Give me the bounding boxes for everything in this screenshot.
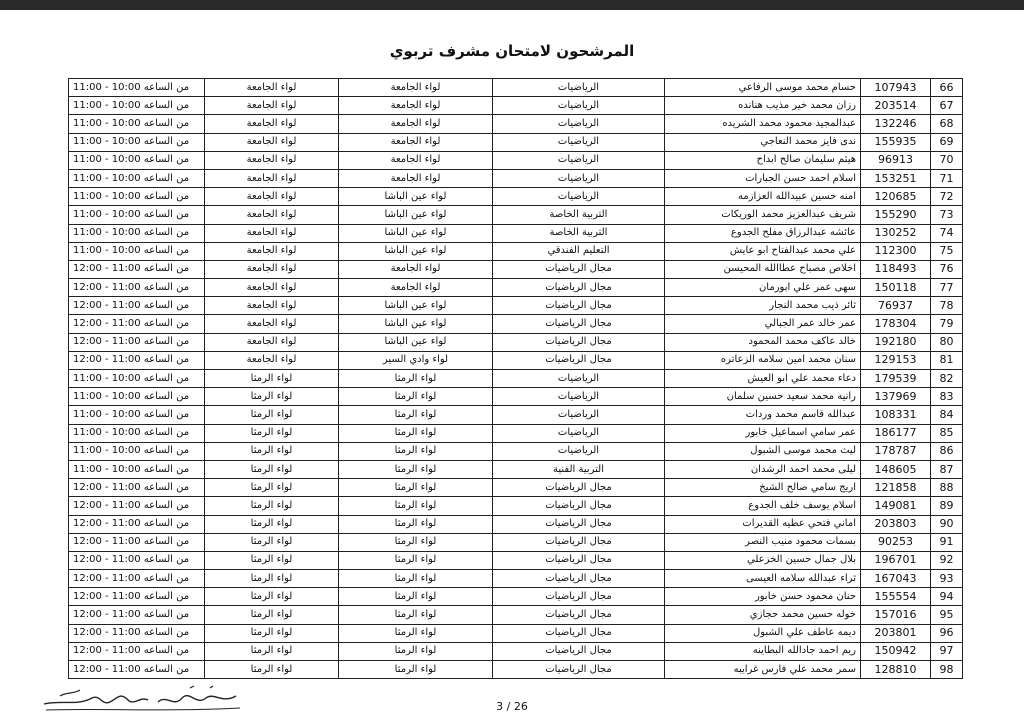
exam-time: من الساعه 11:00 - 12:00 [69,479,205,497]
table-row [69,224,963,242]
exam-time: من الساعه 10:00 - 11:00 [69,388,205,406]
candidate-name: ندى فايز محمد النعاجي [665,133,861,151]
candidate-name: بلال جمال حسين الخزعلي [665,551,861,569]
directorate: لواء الرمثا [339,406,493,424]
candidate-name: شريف عبدالعزيز محمد الوريكات [665,206,861,224]
candidate-id: 155935 [861,133,931,151]
candidate-id: 149081 [861,497,931,515]
table-row [69,351,963,369]
candidate-id: 203801 [861,624,931,642]
specialization: مجال الرياضيات [493,515,665,533]
exam-time: من الساعه 11:00 - 12:00 [69,279,205,297]
exam-time: من الساعه 10:00 - 11:00 [69,115,205,133]
candidate-name: ثراء عبدالله سلامه العيسى [665,570,861,588]
candidate-id: 132246 [861,115,931,133]
exam-time: من الساعه 11:00 - 12:00 [69,624,205,642]
specialization: مجال الرياضيات [493,297,665,315]
directorate: لواء الرمثا [339,424,493,442]
exam-time: من الساعه 10:00 - 11:00 [69,224,205,242]
exam-location: لواء الرمثا [205,515,339,533]
exam-location: لواء الرمثا [205,533,339,551]
candidate-name: عمر سامي اسماعيل خابور [665,424,861,442]
directorate: لواء عين الباشا [339,297,493,315]
exam-time: من الساعه 11:00 - 12:00 [69,515,205,533]
exam-time: من الساعه 11:00 - 12:00 [69,642,205,660]
candidate-name: سنان محمد امين سلامه الزعاتره [665,351,861,369]
directorate: لواء الرمثا [339,497,493,515]
candidate-id: 107943 [861,79,931,97]
directorate: لواء الجامعة [339,151,493,169]
directorate: لواء عين الباشا [339,206,493,224]
exam-time: من الساعه 10:00 - 11:00 [69,370,205,388]
candidate-id: 150118 [861,279,931,297]
table-row [69,97,963,115]
exam-location: لواء الرمثا [205,661,339,679]
specialization: الرياضيات [493,97,665,115]
candidate-name: عبدالله قاسم محمد وردات [665,406,861,424]
specialization: التربية الفنية [493,460,665,478]
candidate-name: ليث محمد موسى الشبول [665,442,861,460]
exam-time: من الساعه 10:00 - 11:00 [69,406,205,424]
exam-location: لواء الجامعة [205,97,339,115]
candidate-name: عمر خالد عمر الجبالي [665,315,861,333]
exam-time: من الساعه 11:00 - 12:00 [69,351,205,369]
table-row [69,551,963,569]
candidate-id: 167043 [861,570,931,588]
table-row [69,588,963,606]
candidate-name: سمر محمد علي فارس غرايبه [665,661,861,679]
specialization: الرياضيات [493,406,665,424]
row-number: 97 [931,642,963,660]
exam-location: لواء الرمثا [205,606,339,624]
specialization: التربية الخاصة [493,206,665,224]
directorate: لواء الرمثا [339,533,493,551]
candidate-id: 178787 [861,442,931,460]
exam-time: من الساعه 11:00 - 12:00 [69,606,205,624]
exam-location: لواء الجامعة [205,133,339,151]
row-number: 91 [931,533,963,551]
directorate: لواء الجامعة [339,169,493,187]
row-number: 70 [931,151,963,169]
exam-location: لواء الجامعة [205,79,339,97]
row-number: 83 [931,388,963,406]
candidate-id: 179539 [861,370,931,388]
exam-time: من الساعه 10:00 - 11:00 [69,206,205,224]
row-number: 81 [931,351,963,369]
exam-location: لواء الجامعة [205,260,339,278]
directorate: لواء الرمثا [339,624,493,642]
candidate-id: 137969 [861,388,931,406]
candidate-name: اماني فتحي عطيه القديرات [665,515,861,533]
exam-time: من الساعه 10:00 - 11:00 [69,442,205,460]
directorate: لواء الرمثا [339,515,493,533]
specialization: مجال الرياضيات [493,570,665,588]
candidate-name: هيثم سليمان صالح ابداح [665,151,861,169]
row-number: 66 [931,79,963,97]
candidate-id: 153251 [861,169,931,187]
table-row [69,79,963,97]
row-number: 69 [931,133,963,151]
exam-location: لواء الرمثا [205,479,339,497]
row-number: 85 [931,424,963,442]
row-number: 89 [931,497,963,515]
exam-location: لواء الرمثا [205,497,339,515]
row-number: 90 [931,515,963,533]
candidate-name: اخلاص مصباح عطاالله المحيسن [665,260,861,278]
candidate-name: حسام محمد موسى الرفاعي [665,79,861,97]
directorate: لواء الرمثا [339,442,493,460]
candidate-id: 129153 [861,351,931,369]
specialization: الرياضيات [493,424,665,442]
directorate: لواء الرمثا [339,661,493,679]
exam-time: من الساعه 10:00 - 11:00 [69,424,205,442]
table-row [69,570,963,588]
specialization: الرياضيات [493,79,665,97]
specialization: التربية الخاصة [493,224,665,242]
directorate: لواء الجامعة [339,115,493,133]
candidate-id: 128810 [861,661,931,679]
exam-time: من الساعه 10:00 - 11:00 [69,169,205,187]
candidate-name: امنه حسين عبيدالله العزازمه [665,188,861,206]
directorate: لواء عين الباشا [339,224,493,242]
specialization: الرياضيات [493,388,665,406]
row-number: 79 [931,315,963,333]
candidate-id: 148605 [861,460,931,478]
candidate-name: رزان محمد خير مذيب هنانده [665,97,861,115]
exam-time: من الساعه 11:00 - 12:00 [69,260,205,278]
row-number: 96 [931,624,963,642]
directorate: لواء الرمثا [339,479,493,497]
row-number: 75 [931,242,963,260]
row-number: 71 [931,169,963,187]
exam-location: لواء الجامعة [205,188,339,206]
candidate-id: 118493 [861,260,931,278]
exam-time: من الساعه 11:00 - 12:00 [69,497,205,515]
specialization: الرياضيات [493,370,665,388]
candidate-id: 178304 [861,315,931,333]
specialization: مجال الرياضيات [493,661,665,679]
exam-location: لواء الجامعة [205,224,339,242]
exam-location: لواء الجامعة [205,315,339,333]
candidate-name: عبدالمجيد محمود محمد الشريده [665,115,861,133]
specialization: التعليم الفندقي [493,242,665,260]
exam-time: من الساعه 10:00 - 11:00 [69,79,205,97]
candidate-id: 196701 [861,551,931,569]
candidate-name: ريم احمد جادالله البطاينه [665,642,861,660]
specialization: الرياضيات [493,133,665,151]
table-row [69,133,963,151]
directorate: لواء عين الباشا [339,333,493,351]
directorate: لواء الجامعة [339,260,493,278]
row-number: 80 [931,333,963,351]
exam-location: لواء الجامعة [205,351,339,369]
specialization: مجال الرياضيات [493,606,665,624]
specialization: مجال الرياضيات [493,351,665,369]
exam-time: من الساعه 10:00 - 11:00 [69,133,205,151]
table-row [69,333,963,351]
directorate: لواء الرمثا [339,570,493,588]
candidate-name: اريج سامي صالح الشيخ [665,479,861,497]
candidate-id: 96913 [861,151,931,169]
row-number: 86 [931,442,963,460]
directorate: لواء الرمثا [339,606,493,624]
table-row [69,406,963,424]
exam-time: من الساعه 11:00 - 12:00 [69,661,205,679]
page-number: 3 / 26 [496,700,528,713]
specialization: مجال الرياضيات [493,642,665,660]
specialization: مجال الرياضيات [493,624,665,642]
candidate-id: 76937 [861,297,931,315]
exam-time: من الساعه 10:00 - 11:00 [69,188,205,206]
candidate-id: 121858 [861,479,931,497]
candidate-name: خالد عاكف محمد المحمود [665,333,861,351]
specialization: مجال الرياضيات [493,260,665,278]
specialization: الرياضيات [493,442,665,460]
scan-top-edge [0,0,1024,10]
row-number: 73 [931,206,963,224]
exam-location: لواء الرمثا [205,370,339,388]
directorate: لواء الجامعة [339,279,493,297]
table-row [69,370,963,388]
page-title: المرشحون لامتحان مشرف تربوي [389,42,635,60]
specialization: مجال الرياضيات [493,497,665,515]
directorate: لواء الرمثا [339,551,493,569]
exam-location: لواء الرمثا [205,388,339,406]
candidate-name: حنان محمود حسن خابور [665,588,861,606]
exam-time: من الساعه 11:00 - 12:00 [69,570,205,588]
exam-location: لواء الجامعة [205,206,339,224]
candidate-name: خوله حسين محمد حجازي [665,606,861,624]
row-number: 87 [931,460,963,478]
candidate-id: 192180 [861,333,931,351]
candidate-id: 108331 [861,406,931,424]
specialization: الرياضيات [493,188,665,206]
candidate-id: 90253 [861,533,931,551]
specialization: مجال الرياضيات [493,279,665,297]
table-row [69,515,963,533]
table-row [69,624,963,642]
directorate: لواء الرمثا [339,588,493,606]
exam-time: من الساعه 11:00 - 12:00 [69,588,205,606]
table-row [69,460,963,478]
specialization: مجال الرياضيات [493,588,665,606]
candidate-id: 155290 [861,206,931,224]
row-number: 93 [931,570,963,588]
table-row [69,242,963,260]
exam-location: لواء الجامعة [205,151,339,169]
exam-time: من الساعه 10:00 - 11:00 [69,460,205,478]
candidate-name: بسمات محمود منيب النصر [665,533,861,551]
candidate-id: 157016 [861,606,931,624]
row-number: 76 [931,260,963,278]
exam-location: لواء الجامعة [205,242,339,260]
table-row [69,606,963,624]
directorate: لواء الرمثا [339,370,493,388]
row-number: 78 [931,297,963,315]
candidate-name: سهى عمر علي ابورمان [665,279,861,297]
directorate: لواء الرمثا [339,642,493,660]
exam-location: لواء الرمثا [205,570,339,588]
directorate: لواء الجامعة [339,97,493,115]
specialization: مجال الرياضيات [493,315,665,333]
exam-time: من الساعه 10:00 - 11:00 [69,242,205,260]
exam-time: من الساعه 11:00 - 12:00 [69,533,205,551]
row-number: 74 [931,224,963,242]
row-number: 95 [931,606,963,624]
table-row [69,315,963,333]
exam-time: من الساعه 11:00 - 12:00 [69,315,205,333]
candidate-id: 155554 [861,588,931,606]
directorate: لواء الرمثا [339,388,493,406]
table-row [69,297,963,315]
exam-time: من الساعه 10:00 - 11:00 [69,151,205,169]
table-row [69,188,963,206]
table-row [69,169,963,187]
specialization: مجال الرياضيات [493,333,665,351]
row-number: 72 [931,188,963,206]
candidate-name: علي محمد عبدالفتاح ابو عايش [665,242,861,260]
candidate-id: 120685 [861,188,931,206]
directorate: لواء الجامعة [339,79,493,97]
table-row [69,533,963,551]
exam-location: لواء الجامعة [205,115,339,133]
row-number: 67 [931,97,963,115]
candidates-table [68,78,963,679]
directorate: لواء وادي السير [339,351,493,369]
table-row [69,115,963,133]
row-number: 98 [931,661,963,679]
table-row [69,661,963,679]
specialization: مجال الرياضيات [493,479,665,497]
table-row [69,151,963,169]
exam-location: لواء الرمثا [205,460,339,478]
table-row [69,279,963,297]
table-row [69,260,963,278]
candidate-name: اسلام يوسف خلف الجدوع [665,497,861,515]
table-row [69,442,963,460]
exam-location: لواء الرمثا [205,442,339,460]
specialization: الرياضيات [493,169,665,187]
exam-location: لواء الرمثا [205,406,339,424]
candidate-name: دعاء محمد علي ابو العيش [665,370,861,388]
row-number: 77 [931,279,963,297]
row-number: 92 [931,551,963,569]
directorate: لواء عين الباشا [339,242,493,260]
directorate: لواء الجامعة [339,133,493,151]
candidates-table-body [69,79,963,679]
exam-time: من الساعه 11:00 - 12:00 [69,297,205,315]
table-row [69,388,963,406]
directorate: لواء الرمثا [339,460,493,478]
table-row [69,479,963,497]
row-number: 82 [931,370,963,388]
candidate-id: 130252 [861,224,931,242]
candidate-name: ثائر ذيب محمد النجار [665,297,861,315]
row-number: 88 [931,479,963,497]
specialization: مجال الرياضيات [493,533,665,551]
exam-location: لواء الرمثا [205,624,339,642]
candidate-name: اسلام احمد حسن الجبارات [665,169,861,187]
table-row [69,642,963,660]
candidate-name: عائشه عبدالرزاق مفلح الجدوع [665,224,861,242]
table-row [69,206,963,224]
candidate-id: 150942 [861,642,931,660]
candidate-name: ديمه عاطف علي الشبول [665,624,861,642]
row-number: 94 [931,588,963,606]
exam-location: لواء الرمثا [205,551,339,569]
exam-location: لواء الجامعة [205,279,339,297]
specialization: الرياضيات [493,151,665,169]
row-number: 84 [931,406,963,424]
exam-location: لواء الجامعة [205,333,339,351]
candidate-id: 112300 [861,242,931,260]
table-row [69,424,963,442]
exam-time: من الساعه 11:00 - 12:00 [69,551,205,569]
exam-location: لواء الرمثا [205,642,339,660]
candidate-name: ليلى محمد احمد الرشدان [665,460,861,478]
exam-location: لواء الجامعة [205,297,339,315]
exam-time: من الساعه 11:00 - 12:00 [69,333,205,351]
exam-location: لواء الجامعة [205,169,339,187]
specialization: مجال الرياضيات [493,551,665,569]
directorate: لواء عين الباشا [339,315,493,333]
exam-location: لواء الرمثا [205,588,339,606]
candidate-id: 203514 [861,97,931,115]
candidate-id: 203803 [861,515,931,533]
row-number: 68 [931,115,963,133]
exam-location: لواء الرمثا [205,424,339,442]
exam-time: من الساعه 10:00 - 11:00 [69,97,205,115]
specialization: الرياضيات [493,115,665,133]
candidate-name: رانيه محمد سعيد حسين سلمان [665,388,861,406]
table-row [69,497,963,515]
directorate: لواء عين الباشا [339,188,493,206]
candidate-id: 186177 [861,424,931,442]
